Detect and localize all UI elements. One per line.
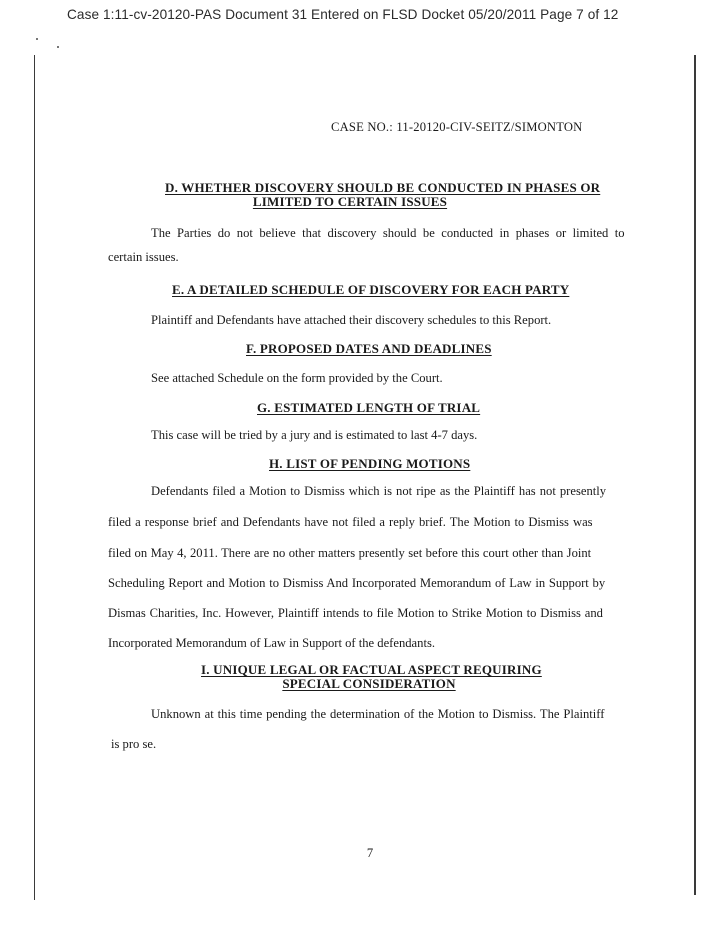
section-h-paragraph-line-3: filed on May 4, 2011. There are no other matters presently set before this court other than Joint <box>108 546 592 560</box>
section-i-paragraph-line-1: Unknown at this time pending the determination of the Motion to Dismiss. The Plaintiff <box>151 707 605 721</box>
scan-speck <box>36 38 38 40</box>
section-h-paragraph-line-1: Defendants filed a Motion to Dismiss which is not ripe as the Plaintiff has not presently <box>151 484 607 498</box>
section-h-paragraph-line-5: Dismas Charities, Inc. However, Plaintiff intends to file Motion to Strike Motion to Dismiss and <box>108 606 603 620</box>
docket-header-stamp: Case 1:11-cv-20120-PAS Document 31 Entered on FLSD Docket 05/20/2011 Page 7 of 12 <box>67 7 619 22</box>
left-margin-line <box>34 55 35 900</box>
section-e-heading: E. A DETAILED SCHEDULE OF DISCOVERY FOR EACH PARTY <box>172 282 570 297</box>
section-d-heading-line-2: LIMITED TO CERTAIN ISSUES <box>252 194 448 209</box>
right-margin-line <box>694 55 696 895</box>
section-f-paragraph: See attached Schedule on the form provided by the Court. <box>151 371 443 385</box>
section-h-paragraph-line-6: Incorporated Memorandum of Law in Support of the defendants. <box>108 636 435 650</box>
section-i-heading-line-1: I. UNIQUE LEGAL OR FACTUAL ASPECT REQUIRING <box>201 662 542 677</box>
section-h-paragraph-line-4: Scheduling Report and Motion to Dismiss And Incorporated Memorandum of Law in Support by <box>108 576 606 590</box>
section-h-heading: H. LIST OF PENDING MOTIONS <box>269 456 471 471</box>
page-number: 7 <box>366 846 374 860</box>
scan-speck <box>57 46 59 48</box>
case-number: CASE NO.: 11-20120-CIV-SEITZ/SIMONTON <box>331 120 583 134</box>
section-i-heading-line-2: SPECIAL CONSIDERATION <box>282 676 456 691</box>
section-e-paragraph: Plaintiff and Defendants have attached their discovery schedules to this Report. <box>151 313 552 327</box>
section-g-heading: G. ESTIMATED LENGTH OF TRIAL <box>257 400 481 415</box>
section-g-paragraph: This case will be tried by a jury and is estimated to last 4-7 days. <box>151 428 478 442</box>
section-d-paragraph-line-2: certain issues. <box>108 250 179 264</box>
section-d-paragraph-line-1: The Parties do not believe that discovery should be conducted in phases or limited to <box>151 226 625 240</box>
section-h-paragraph-line-2: filed a response brief and Defendants have not filed a reply brief. The Motion to Dismiss was <box>108 515 593 529</box>
section-i-paragraph-line-2: is pro se. <box>111 737 157 751</box>
section-d-heading-line-1: D. WHETHER DISCOVERY SHOULD BE CONDUCTED IN PHASES OR <box>165 180 601 195</box>
section-f-heading: F. PROPOSED DATES AND DEADLINES <box>246 341 492 356</box>
